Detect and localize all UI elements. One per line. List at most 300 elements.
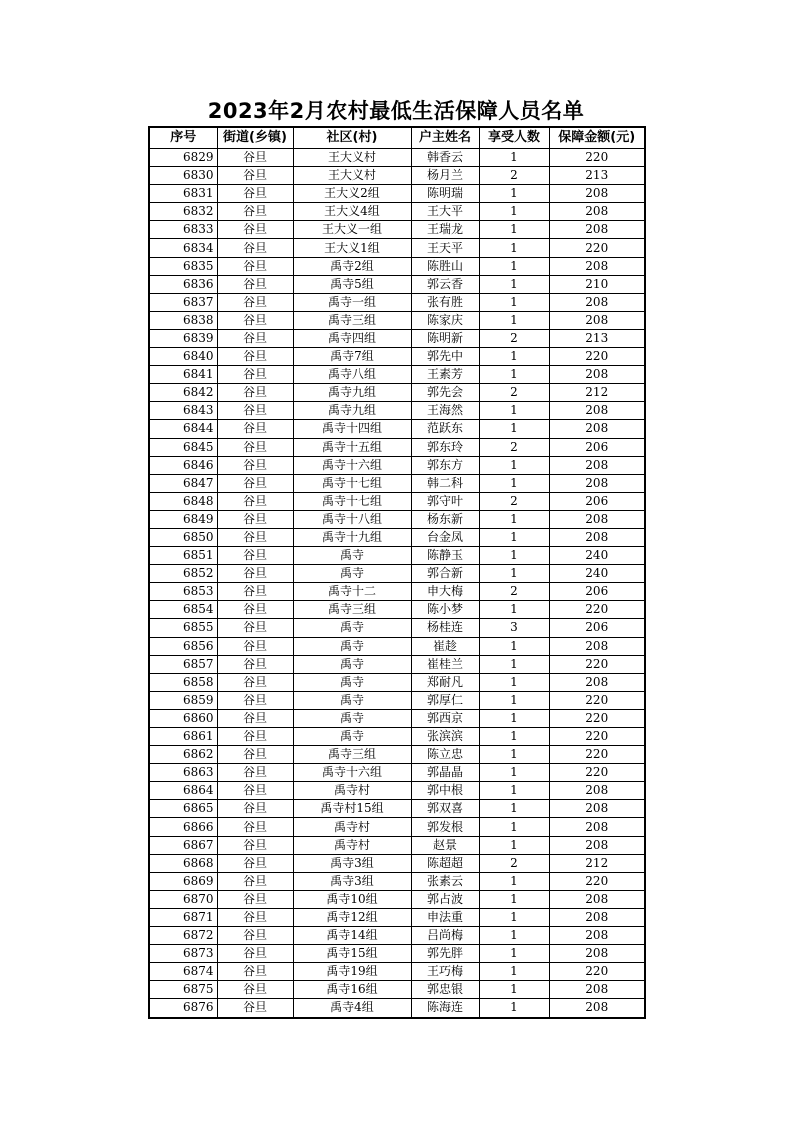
- amount-cell: 220: [549, 764, 645, 782]
- street-cell: 谷旦: [217, 927, 293, 945]
- seq-cell: 6863: [149, 764, 217, 782]
- amount-cell: 213: [549, 329, 645, 347]
- street-cell: 谷旦: [217, 438, 293, 456]
- seq-cell: 6829: [149, 149, 217, 167]
- seq-cell: 6865: [149, 800, 217, 818]
- people-count-cell: 1: [479, 601, 549, 619]
- community-cell: 禹寺村15组: [293, 800, 411, 818]
- head-name-cell: 郭占波: [411, 890, 479, 908]
- table-row: [149, 492, 645, 510]
- header-seq: 序号: [149, 127, 217, 149]
- table-row: [149, 637, 645, 655]
- head-name-cell: 王素芳: [411, 366, 479, 384]
- community-cell: 禹寺十四组: [293, 420, 411, 438]
- seq-cell: 6868: [149, 854, 217, 872]
- people-count-cell: 1: [479, 510, 549, 528]
- amount-cell: 220: [549, 239, 645, 257]
- head-name-cell: 陈家庆: [411, 311, 479, 329]
- table-row: [149, 854, 645, 872]
- seq-cell: 6838: [149, 311, 217, 329]
- people-count-cell: 1: [479, 221, 549, 239]
- street-cell: 谷旦: [217, 908, 293, 926]
- street-cell: 谷旦: [217, 800, 293, 818]
- table-row: [149, 275, 645, 293]
- community-cell: 禹寺三组: [293, 601, 411, 619]
- amount-cell: 210: [549, 275, 645, 293]
- table-row: [149, 836, 645, 854]
- community-cell: 禹寺村: [293, 836, 411, 854]
- street-cell: 谷旦: [217, 890, 293, 908]
- seq-cell: 6874: [149, 963, 217, 981]
- community-cell: 禹寺十六组: [293, 456, 411, 474]
- street-cell: 谷旦: [217, 167, 293, 185]
- amount-cell: 220: [549, 149, 645, 167]
- seq-cell: 6853: [149, 583, 217, 601]
- amount-cell: 208: [549, 999, 645, 1018]
- street-cell: 谷旦: [217, 474, 293, 492]
- street-cell: 谷旦: [217, 366, 293, 384]
- amount-cell: 208: [549, 311, 645, 329]
- community-cell: 禹寺九组: [293, 384, 411, 402]
- table-row: [149, 601, 645, 619]
- head-name-cell: 王海然: [411, 402, 479, 420]
- street-cell: 谷旦: [217, 149, 293, 167]
- seq-cell: 6846: [149, 456, 217, 474]
- amount-cell: 208: [549, 402, 645, 420]
- people-count-cell: 1: [479, 999, 549, 1018]
- street-cell: 谷旦: [217, 764, 293, 782]
- seq-cell: 6831: [149, 185, 217, 203]
- people-count-cell: 1: [479, 691, 549, 709]
- header-head-name: 户主姓名: [411, 127, 479, 149]
- head-name-cell: 郭忠银: [411, 981, 479, 999]
- people-count-cell: 2: [479, 438, 549, 456]
- head-name-cell: 陈静玉: [411, 547, 479, 565]
- table-row: [149, 257, 645, 275]
- amount-cell: 208: [549, 890, 645, 908]
- people-count-cell: 2: [479, 167, 549, 185]
- community-cell: 禹寺4组: [293, 999, 411, 1018]
- table-row: [149, 963, 645, 981]
- seq-cell: 6845: [149, 438, 217, 456]
- amount-cell: 208: [549, 420, 645, 438]
- seq-cell: 6834: [149, 239, 217, 257]
- head-name-cell: 陈海连: [411, 999, 479, 1018]
- head-name-cell: 郭厚仁: [411, 691, 479, 709]
- community-cell: 禹寺十七组: [293, 474, 411, 492]
- community-cell: 禹寺15组: [293, 945, 411, 963]
- page-title: 2023年2月农村最低生活保障人员名单: [207, 99, 585, 123]
- head-name-cell: 赵景: [411, 836, 479, 854]
- table-row: [149, 384, 645, 402]
- head-name-cell: 张滨滨: [411, 728, 479, 746]
- people-count-cell: 1: [479, 872, 549, 890]
- seq-cell: 6872: [149, 927, 217, 945]
- street-cell: 谷旦: [217, 691, 293, 709]
- people-count-cell: 1: [479, 981, 549, 999]
- people-count-cell: 1: [479, 782, 549, 800]
- table-row: [149, 999, 645, 1018]
- people-count-cell: 1: [479, 293, 549, 311]
- head-name-cell: 陈明新: [411, 329, 479, 347]
- street-cell: 谷旦: [217, 492, 293, 510]
- street-cell: 谷旦: [217, 311, 293, 329]
- seq-cell: 6847: [149, 474, 217, 492]
- community-cell: 禹寺: [293, 619, 411, 637]
- seq-cell: 6854: [149, 601, 217, 619]
- head-name-cell: 郭云香: [411, 275, 479, 293]
- roster-table: [148, 126, 646, 1019]
- amount-cell: 208: [549, 981, 645, 999]
- street-cell: 谷旦: [217, 981, 293, 999]
- header-street: 街道(乡镇): [217, 127, 293, 149]
- head-name-cell: 杨东新: [411, 510, 479, 528]
- amount-cell: 208: [549, 637, 645, 655]
- header-people-count: 享受人数: [479, 127, 549, 149]
- seq-cell: 6870: [149, 890, 217, 908]
- table-row: [149, 420, 645, 438]
- seq-cell: 6862: [149, 746, 217, 764]
- amount-cell: 220: [549, 746, 645, 764]
- amount-cell: 208: [549, 293, 645, 311]
- table-row: [149, 800, 645, 818]
- table-row: [149, 528, 645, 546]
- amount-cell: 208: [549, 927, 645, 945]
- table-row: [149, 583, 645, 601]
- seq-cell: 6876: [149, 999, 217, 1018]
- people-count-cell: 1: [479, 239, 549, 257]
- people-count-cell: 2: [479, 384, 549, 402]
- people-count-cell: 1: [479, 275, 549, 293]
- amount-cell: 208: [549, 673, 645, 691]
- community-cell: 禹寺: [293, 691, 411, 709]
- community-cell: 禹寺十六组: [293, 764, 411, 782]
- community-cell: 禹寺村: [293, 818, 411, 836]
- amount-cell: 208: [549, 800, 645, 818]
- people-count-cell: 1: [479, 402, 549, 420]
- street-cell: 谷旦: [217, 221, 293, 239]
- community-cell: 王大义村: [293, 149, 411, 167]
- table-row: [149, 728, 645, 746]
- community-cell: 禹寺村: [293, 782, 411, 800]
- street-cell: 谷旦: [217, 185, 293, 203]
- head-name-cell: 吕尚梅: [411, 927, 479, 945]
- seq-cell: 6833: [149, 221, 217, 239]
- table-row: [149, 329, 645, 347]
- seq-cell: 6836: [149, 275, 217, 293]
- amount-cell: 212: [549, 854, 645, 872]
- amount-cell: 208: [549, 908, 645, 926]
- seq-cell: 6857: [149, 655, 217, 673]
- community-cell: 禹寺十八组: [293, 510, 411, 528]
- seq-cell: 6860: [149, 709, 217, 727]
- seq-cell: 6830: [149, 167, 217, 185]
- head-name-cell: 张素云: [411, 872, 479, 890]
- people-count-cell: 1: [479, 746, 549, 764]
- people-count-cell: 1: [479, 908, 549, 926]
- head-name-cell: 陈胜山: [411, 257, 479, 275]
- community-cell: 禹寺10组: [293, 890, 411, 908]
- community-cell: 禹寺十五组: [293, 438, 411, 456]
- amount-cell: 206: [549, 438, 645, 456]
- people-count-cell: 1: [479, 257, 549, 275]
- seq-cell: 6850: [149, 528, 217, 546]
- community-cell: 禹寺2组: [293, 257, 411, 275]
- community-cell: 禹寺12组: [293, 908, 411, 926]
- street-cell: 谷旦: [217, 836, 293, 854]
- amount-cell: 212: [549, 384, 645, 402]
- table-row: [149, 547, 645, 565]
- community-cell: 禹寺三组: [293, 746, 411, 764]
- table-row: [149, 872, 645, 890]
- table-row: [149, 366, 645, 384]
- seq-cell: 6842: [149, 384, 217, 402]
- head-name-cell: 申法重: [411, 908, 479, 926]
- seq-cell: 6848: [149, 492, 217, 510]
- table-row: [149, 927, 645, 945]
- table-row: [149, 709, 645, 727]
- header-community: 社区(村): [293, 127, 411, 149]
- street-cell: 谷旦: [217, 348, 293, 366]
- amount-cell: 208: [549, 185, 645, 203]
- street-cell: 谷旦: [217, 728, 293, 746]
- people-count-cell: 1: [479, 945, 549, 963]
- amount-cell: 220: [549, 963, 645, 981]
- table-row: [149, 311, 645, 329]
- people-count-cell: 1: [479, 366, 549, 384]
- people-count-cell: 2: [479, 854, 549, 872]
- table-row: [149, 619, 645, 637]
- seq-cell: 6839: [149, 329, 217, 347]
- amount-cell: 220: [549, 348, 645, 366]
- people-count-cell: 1: [479, 311, 549, 329]
- people-count-cell: 1: [479, 528, 549, 546]
- seq-cell: 6858: [149, 673, 217, 691]
- street-cell: 谷旦: [217, 528, 293, 546]
- street-cell: 谷旦: [217, 510, 293, 528]
- people-count-cell: 1: [479, 728, 549, 746]
- people-count-cell: 1: [479, 637, 549, 655]
- street-cell: 谷旦: [217, 275, 293, 293]
- head-name-cell: 张有胜: [411, 293, 479, 311]
- street-cell: 谷旦: [217, 963, 293, 981]
- head-name-cell: 郭西京: [411, 709, 479, 727]
- amount-cell: 206: [549, 619, 645, 637]
- street-cell: 谷旦: [217, 655, 293, 673]
- head-name-cell: 王天平: [411, 239, 479, 257]
- head-name-cell: 陈超超: [411, 854, 479, 872]
- community-cell: 禹寺十九组: [293, 528, 411, 546]
- table-row: [149, 981, 645, 999]
- community-cell: 禹寺: [293, 565, 411, 583]
- people-count-cell: 1: [479, 709, 549, 727]
- seq-cell: 6869: [149, 872, 217, 890]
- people-count-cell: 1: [479, 185, 549, 203]
- head-name-cell: 韩二科: [411, 474, 479, 492]
- table-row: [149, 746, 645, 764]
- community-cell: 王大义4组: [293, 203, 411, 221]
- people-count-cell: 3: [479, 619, 549, 637]
- community-cell: 禹寺: [293, 637, 411, 655]
- head-name-cell: 陈立忠: [411, 746, 479, 764]
- amount-cell: 206: [549, 583, 645, 601]
- people-count-cell: 1: [479, 890, 549, 908]
- street-cell: 谷旦: [217, 945, 293, 963]
- street-cell: 谷旦: [217, 999, 293, 1018]
- street-cell: 谷旦: [217, 329, 293, 347]
- table-row: [149, 167, 645, 185]
- people-count-cell: 1: [479, 836, 549, 854]
- seq-cell: 6864: [149, 782, 217, 800]
- street-cell: 谷旦: [217, 293, 293, 311]
- seq-cell: 6875: [149, 981, 217, 999]
- head-name-cell: 郭东方: [411, 456, 479, 474]
- community-cell: 禹寺7组: [293, 348, 411, 366]
- amount-cell: 208: [549, 782, 645, 800]
- seq-cell: 6843: [149, 402, 217, 420]
- street-cell: 谷旦: [217, 619, 293, 637]
- head-name-cell: 郭先胖: [411, 945, 479, 963]
- amount-cell: 220: [549, 691, 645, 709]
- community-cell: 王大义1组: [293, 239, 411, 257]
- street-cell: 谷旦: [217, 583, 293, 601]
- community-cell: 禹寺一组: [293, 293, 411, 311]
- amount-cell: 240: [549, 547, 645, 565]
- street-cell: 谷旦: [217, 239, 293, 257]
- street-cell: 谷旦: [217, 782, 293, 800]
- community-cell: 禹寺: [293, 547, 411, 565]
- street-cell: 谷旦: [217, 565, 293, 583]
- street-cell: 谷旦: [217, 601, 293, 619]
- people-count-cell: 1: [479, 673, 549, 691]
- community-cell: 禹寺八组: [293, 366, 411, 384]
- amount-cell: 208: [549, 818, 645, 836]
- amount-cell: 208: [549, 203, 645, 221]
- table-row: [149, 510, 645, 528]
- street-cell: 谷旦: [217, 203, 293, 221]
- roster-body: [149, 149, 645, 1018]
- community-cell: 禹寺19组: [293, 963, 411, 981]
- street-cell: 谷旦: [217, 420, 293, 438]
- people-count-cell: 1: [479, 203, 549, 221]
- seq-cell: 6856: [149, 637, 217, 655]
- amount-cell: 220: [549, 872, 645, 890]
- table-row: [149, 402, 645, 420]
- street-cell: 谷旦: [217, 854, 293, 872]
- amount-cell: 208: [549, 945, 645, 963]
- seq-cell: 6861: [149, 728, 217, 746]
- people-count-cell: 1: [479, 348, 549, 366]
- head-name-cell: 郭先中: [411, 348, 479, 366]
- street-cell: 谷旦: [217, 257, 293, 275]
- amount-cell: 208: [549, 366, 645, 384]
- street-cell: 谷旦: [217, 637, 293, 655]
- table-row: [149, 239, 645, 257]
- head-name-cell: 崔桂兰: [411, 655, 479, 673]
- head-name-cell: 杨桂连: [411, 619, 479, 637]
- table-row: [149, 673, 645, 691]
- table-row: [149, 221, 645, 239]
- head-name-cell: 崔趁: [411, 637, 479, 655]
- amount-cell: 208: [549, 456, 645, 474]
- table-row: [149, 945, 645, 963]
- people-count-cell: 2: [479, 329, 549, 347]
- community-cell: 禹寺三组: [293, 311, 411, 329]
- seq-cell: 6859: [149, 691, 217, 709]
- people-count-cell: 1: [479, 149, 549, 167]
- seq-cell: 6871: [149, 908, 217, 926]
- seq-cell: 6835: [149, 257, 217, 275]
- seq-cell: 6841: [149, 366, 217, 384]
- community-cell: 禹寺九组: [293, 402, 411, 420]
- table-row: [149, 890, 645, 908]
- seq-cell: 6855: [149, 619, 217, 637]
- amount-cell: 208: [549, 510, 645, 528]
- street-cell: 谷旦: [217, 709, 293, 727]
- amount-cell: 208: [549, 221, 645, 239]
- head-name-cell: 郑耐凡: [411, 673, 479, 691]
- table-row: [149, 438, 645, 456]
- table-row: [149, 764, 645, 782]
- people-count-cell: 2: [479, 583, 549, 601]
- community-cell: 禹寺四组: [293, 329, 411, 347]
- table-row: [149, 691, 645, 709]
- amount-cell: 220: [549, 601, 645, 619]
- street-cell: 谷旦: [217, 547, 293, 565]
- community-cell: 禹寺3组: [293, 854, 411, 872]
- seq-cell: 6867: [149, 836, 217, 854]
- table-row: [149, 782, 645, 800]
- street-cell: 谷旦: [217, 456, 293, 474]
- people-count-cell: 1: [479, 655, 549, 673]
- street-cell: 谷旦: [217, 673, 293, 691]
- head-name-cell: 陈小梦: [411, 601, 479, 619]
- head-name-cell: 王大平: [411, 203, 479, 221]
- people-count-cell: 1: [479, 456, 549, 474]
- head-name-cell: 郭双喜: [411, 800, 479, 818]
- community-cell: 王大义2组: [293, 185, 411, 203]
- head-name-cell: 杨月兰: [411, 167, 479, 185]
- community-cell: 禹寺: [293, 709, 411, 727]
- community-cell: 禹寺5组: [293, 275, 411, 293]
- seq-cell: 6849: [149, 510, 217, 528]
- people-count-cell: 1: [479, 800, 549, 818]
- amount-cell: 213: [549, 167, 645, 185]
- table-row: [149, 149, 645, 167]
- table-row: [149, 474, 645, 492]
- table-row: [149, 818, 645, 836]
- header-amount: 保障金额(元): [549, 127, 645, 149]
- amount-cell: 206: [549, 492, 645, 510]
- amount-cell: 220: [549, 728, 645, 746]
- community-cell: 禹寺16组: [293, 981, 411, 999]
- community-cell: 王大义村: [293, 167, 411, 185]
- street-cell: 谷旦: [217, 746, 293, 764]
- people-count-cell: 1: [479, 565, 549, 583]
- seq-cell: 6844: [149, 420, 217, 438]
- seq-cell: 6852: [149, 565, 217, 583]
- head-name-cell: 台金凤: [411, 528, 479, 546]
- head-name-cell: 郭东玲: [411, 438, 479, 456]
- people-count-cell: 1: [479, 474, 549, 492]
- street-cell: 谷旦: [217, 384, 293, 402]
- street-cell: 谷旦: [217, 818, 293, 836]
- people-count-cell: 1: [479, 547, 549, 565]
- amount-cell: 208: [549, 474, 645, 492]
- table-row: [149, 655, 645, 673]
- people-count-cell: 2: [479, 492, 549, 510]
- header-row: [149, 127, 645, 149]
